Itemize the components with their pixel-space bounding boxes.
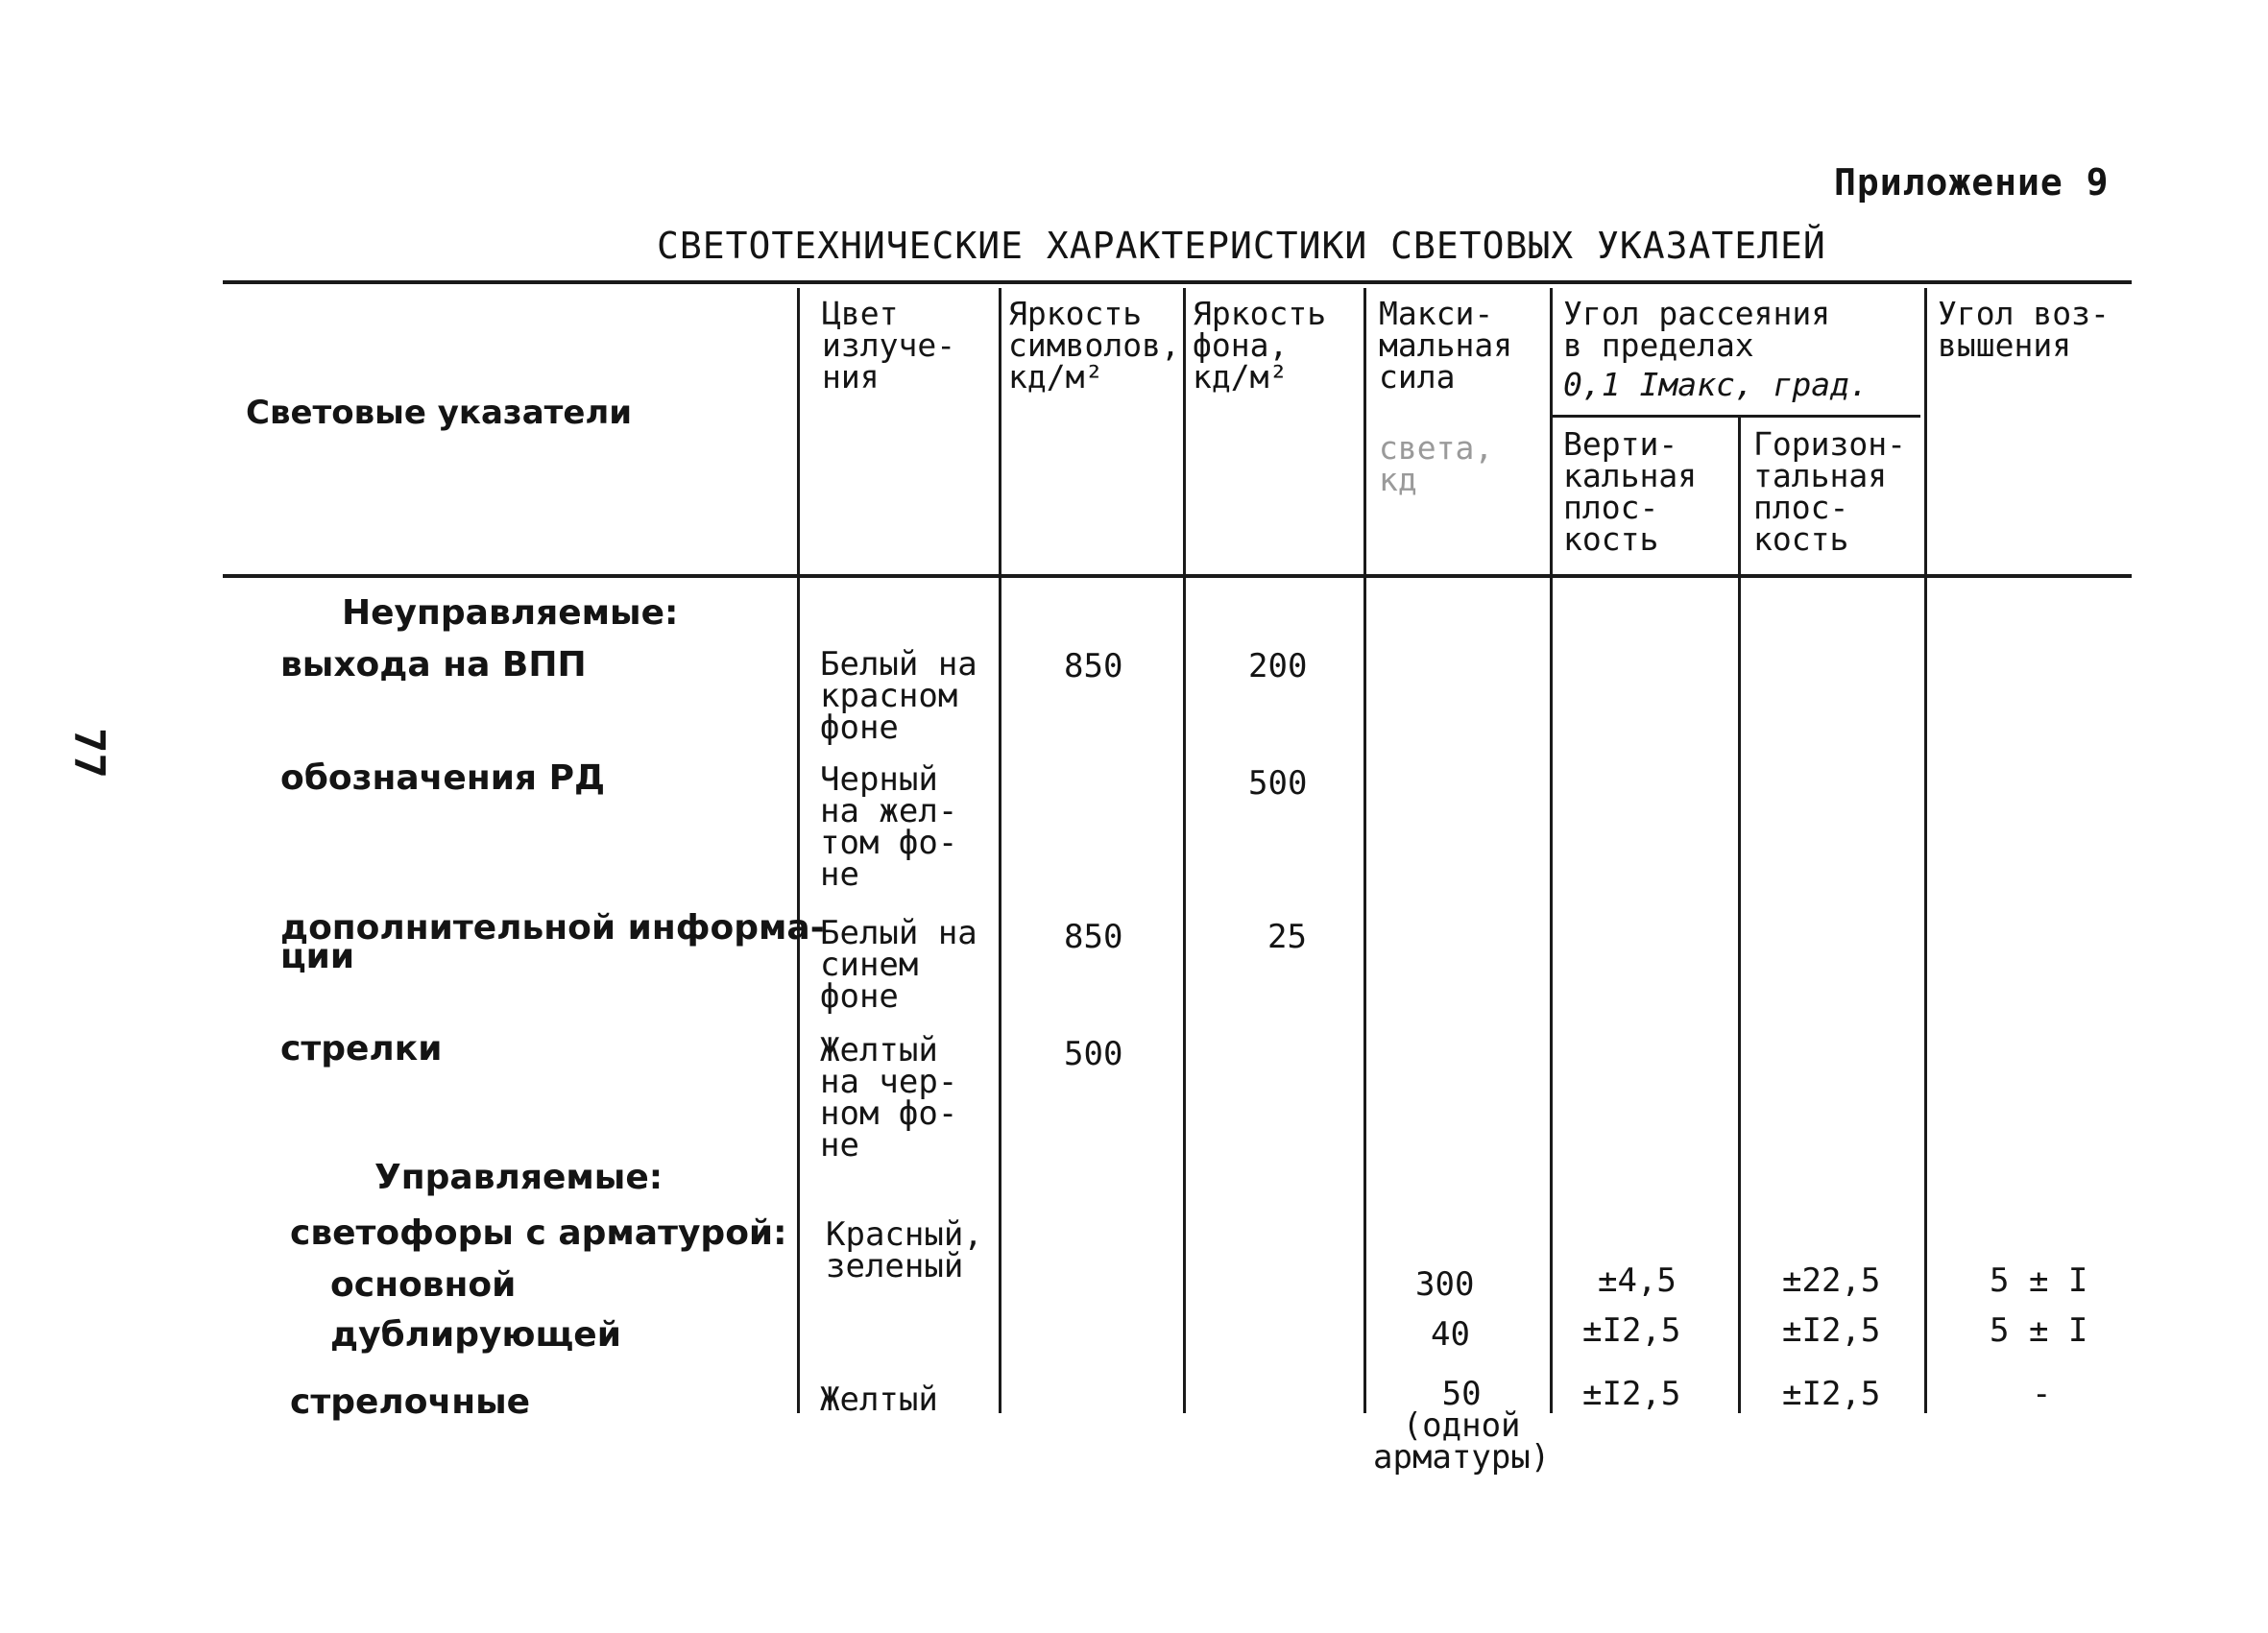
row-duplicate-elev: 5 ± I [1990, 1311, 2088, 1350]
row-main-name: основной [330, 1265, 517, 1305]
row-switch-name: стрелочные [290, 1382, 531, 1422]
row-designation-bg: 500 [1248, 764, 1308, 803]
row-exit-color: Белый на красном фоне [820, 645, 977, 747]
document-title: СВЕТОТЕХНИЧЕСКИЕ ХАРАКТЕРИСТИКИ СВЕТОВЫХ УКАЗАТЕЛЕЙ [657, 225, 1826, 267]
header-indicators: Световые указатели [246, 394, 633, 432]
header-symbol-brightness: Яркость символов, кд/м² [1008, 295, 1180, 396]
row-additional-bg: 25 [1267, 918, 1307, 956]
angle-sub-rule [1550, 415, 1920, 418]
header-angle: Угол рассеяния в пределах [1563, 295, 1831, 364]
col-divider-4 [1363, 288, 1366, 1413]
row-switch-elev: - [2032, 1375, 2052, 1413]
table-top-rule [223, 280, 2132, 284]
header-elevation: Угол воз- вышения [1938, 295, 2110, 364]
section-uncontrolled: Неуправляемые: [342, 593, 679, 633]
row-main-vert: ±4,5 [1598, 1261, 1677, 1300]
row-duplicate-name: дублирующей [330, 1315, 621, 1355]
row-traffic-lights-color: Красный, зеленый [826, 1215, 983, 1285]
row-arrows-sym: 500 [1064, 1035, 1123, 1073]
col-divider-1 [797, 288, 800, 1413]
header-vertical: Верти- кальная плос- кость [1563, 425, 1698, 558]
row-additional-name: дополнительной информа- ции [280, 908, 825, 976]
col-divider-6 [1738, 415, 1741, 1413]
header-angle-sub: 0,1 Iмакс, град. [1563, 366, 1869, 403]
col-divider-3 [1183, 288, 1186, 1413]
table-header-rule [223, 574, 2132, 578]
row-duplicate-max: 40 [1431, 1315, 1470, 1354]
col-divider-7 [1924, 288, 1927, 1413]
row-switch-vert: ±I2,5 [1582, 1375, 1681, 1413]
row-arrows-color: Желтый на чер- ном фо- не [820, 1031, 958, 1165]
row-duplicate-vert: ±I2,5 [1582, 1311, 1681, 1350]
row-designation-color: Черный на жел- том фо- не [820, 760, 958, 894]
row-arrows-name: стрелки [280, 1029, 443, 1069]
row-exit-sym: 850 [1064, 647, 1123, 685]
row-switch-color: Желтый [820, 1381, 938, 1419]
row-exit-bg: 200 [1248, 647, 1308, 685]
header-max-intensity-unit: света, кд [1379, 429, 1494, 498]
row-main-elev: 5 ± I [1990, 1261, 2088, 1300]
section-controlled: Управляемые: [374, 1158, 664, 1197]
row-switch-max: 50 (одной арматуры) [1373, 1375, 1551, 1477]
row-main-horiz: ±22,5 [1782, 1261, 1881, 1300]
row-additional-sym: 850 [1064, 918, 1123, 956]
header-background-brightness: Яркость фона, кд/м² [1193, 295, 1327, 396]
row-main-max: 300 [1415, 1265, 1475, 1304]
col-divider-2 [999, 288, 1001, 1413]
row-traffic-lights-name: светофоры с арматурой: [290, 1213, 787, 1253]
header-max-intensity: Макси- мальная сила [1379, 295, 1513, 396]
row-additional-color: Белый на синем фоне [820, 914, 977, 1016]
row-duplicate-horiz: ±I2,5 [1782, 1311, 1881, 1350]
row-exit-name: выхода на ВПП [280, 645, 587, 684]
header-color: Цвет излуче- ния [822, 295, 956, 396]
col-divider-5 [1550, 288, 1553, 1413]
page-number: 77 [64, 728, 113, 779]
appendix-label: Приложение 9 [1834, 161, 2110, 204]
row-designation-name: обозначения РД [280, 758, 606, 798]
row-switch-horiz: ±I2,5 [1782, 1375, 1881, 1413]
header-horizontal: Горизон- тальная плос- кость [1753, 425, 1906, 558]
